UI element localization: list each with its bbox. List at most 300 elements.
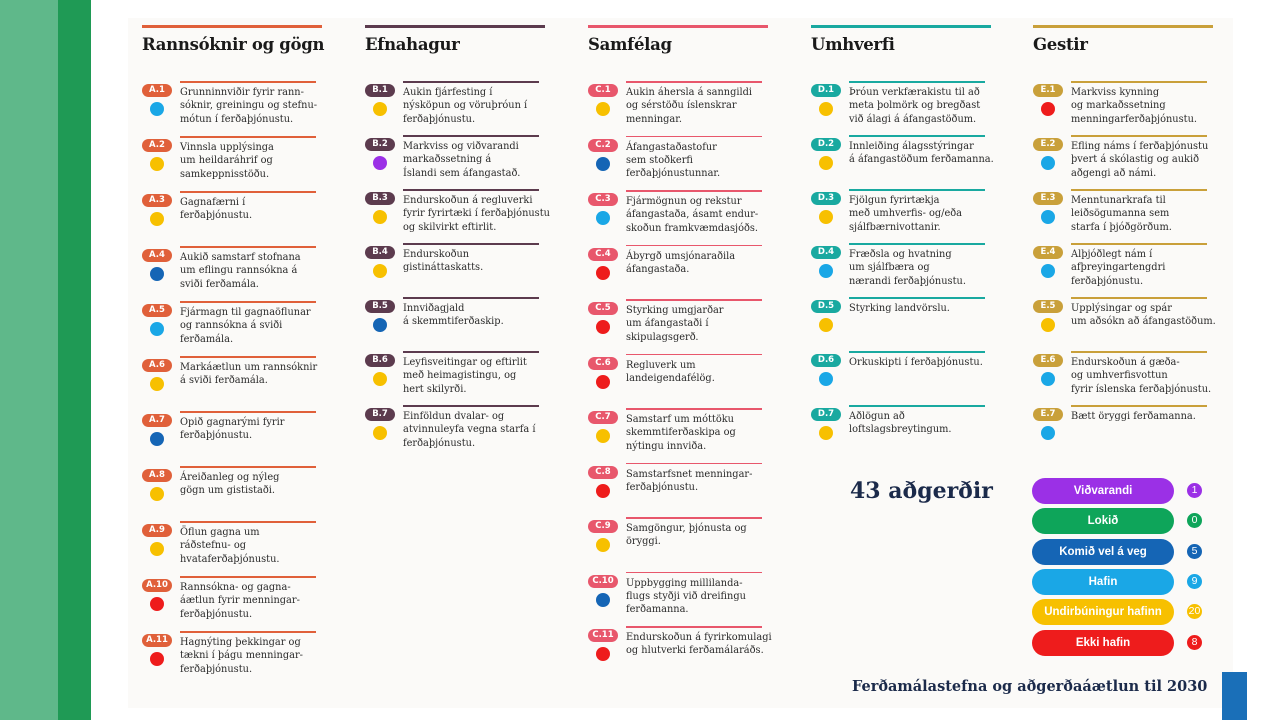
- action-code-badge: C.10: [588, 575, 618, 588]
- action-description: [849, 194, 989, 234]
- action-description: [1071, 410, 1211, 423]
- action-description: [180, 141, 320, 181]
- description-line: Samgöngur, þjónusta og: [626, 523, 747, 534]
- action-description: [180, 196, 320, 223]
- legend-pill: Hafin: [1032, 569, 1174, 595]
- action-description: [180, 361, 320, 388]
- description-line: öryggi.: [626, 536, 661, 548]
- description-line: menningar.: [626, 113, 682, 125]
- description-line: Ábyrgð umsjónaraðila: [626, 250, 736, 262]
- item-divider: [180, 136, 316, 138]
- status-dot: [373, 318, 387, 332]
- description-line: áætlun fyrir menningar-: [180, 595, 300, 607]
- action-description: [403, 86, 543, 126]
- description-line: Hagnýting þekkingar og: [180, 637, 301, 648]
- status-dot: [150, 377, 164, 391]
- item-divider: [849, 135, 985, 137]
- item-divider: [1071, 81, 1207, 83]
- action-code-badge: A.2: [142, 139, 172, 152]
- action-item: [1033, 405, 1213, 455]
- column-accent-bar: [365, 25, 545, 28]
- action-item: [588, 463, 768, 513]
- action-code-badge: C.6: [588, 357, 618, 370]
- description-line: Styrking umgjarðar: [626, 305, 724, 316]
- action-item: [142, 136, 322, 186]
- item-divider: [849, 81, 985, 83]
- item-divider: [626, 517, 762, 519]
- action-item: [365, 189, 550, 239]
- description-line: Áreiðanleg og nýleg: [180, 472, 280, 483]
- column-title: Rannsóknir og gögn: [142, 35, 325, 54]
- description-line: Samstarf um móttöku: [626, 414, 734, 425]
- action-description: [403, 356, 543, 396]
- action-code-badge: B.4: [365, 246, 395, 259]
- description-line: um heildaráhrif og: [180, 155, 273, 167]
- description-line: fyrir íslenska ferðaþjónustu.: [1071, 383, 1212, 395]
- action-item: [365, 405, 545, 455]
- status-dot: [150, 212, 164, 226]
- action-item: [1033, 243, 1213, 293]
- action-code-badge: C.1: [588, 84, 618, 97]
- description-line: á áfangastöðum ferðamanna.: [849, 154, 994, 166]
- legend-count: 20: [1188, 605, 1201, 618]
- action-item: [811, 405, 991, 455]
- description-line: Markáætlun um rannsóknir: [180, 362, 318, 373]
- footer-title: Ferðamálastefna og aðgerðaáætlun til 2030: [852, 678, 1208, 695]
- description-line: landeigendafélög.: [626, 372, 715, 384]
- item-divider: [180, 356, 316, 358]
- item-divider: [1071, 243, 1207, 245]
- action-item: [142, 356, 322, 406]
- action-description: [626, 195, 766, 235]
- description-line: Bætt öryggi ferðamanna.: [1071, 411, 1196, 422]
- action-code-badge: A.8: [142, 469, 172, 482]
- description-line: Fjölgun fyrirtækja: [849, 195, 940, 206]
- description-line: flugs styðji við dreifingu: [626, 590, 746, 602]
- action-code-badge: A.1: [142, 84, 172, 97]
- status-dot: [373, 264, 387, 278]
- action-code-badge: E.4: [1033, 246, 1063, 259]
- action-description: [180, 581, 320, 621]
- action-code-badge: E.3: [1033, 192, 1063, 205]
- action-item: [811, 243, 991, 293]
- status-dot: [596, 484, 610, 498]
- column-title: Gestir: [1033, 35, 1088, 54]
- description-line: og rannsókna á sviði: [180, 320, 283, 332]
- status-dot: [150, 542, 164, 556]
- description-line: Aukin áhersla á sanngildi: [626, 87, 753, 98]
- description-line: hert skilyrði.: [403, 383, 467, 395]
- description-line: Menntunarkrafa til: [1071, 195, 1166, 206]
- description-line: Markviss og viðvarandi: [403, 141, 519, 152]
- action-code-badge: C.9: [588, 520, 618, 533]
- legend-pill: Ekki hafin: [1032, 630, 1174, 656]
- legend-count: 9: [1187, 574, 1202, 589]
- action-item: [588, 136, 768, 186]
- description-line: við álagi á áfangastöðum.: [849, 113, 977, 125]
- description-line: Endurskoðun á regluverki: [403, 195, 533, 206]
- status-dot: [1041, 102, 1055, 116]
- column-accent-bar: [811, 25, 991, 28]
- status-dot: [1041, 264, 1055, 278]
- action-code-badge: B.2: [365, 138, 395, 151]
- status-dot: [150, 102, 164, 116]
- description-line: ferðaþjónustu.: [626, 481, 699, 493]
- action-code-badge: B.1: [365, 84, 395, 97]
- status-dot: [596, 375, 610, 389]
- status-dot: [1041, 372, 1055, 386]
- item-divider: [180, 191, 316, 193]
- column-title: Umhverfi: [811, 35, 895, 54]
- action-item: [142, 576, 322, 626]
- status-dot: [819, 318, 833, 332]
- description-line: Grunninnviðir fyrir rann-: [180, 87, 304, 98]
- item-divider: [626, 81, 762, 83]
- action-item: [142, 301, 322, 351]
- column-accent-bar: [588, 25, 768, 28]
- action-code-badge: E.2: [1033, 138, 1063, 151]
- status-dot: [150, 652, 164, 666]
- status-dot: [150, 487, 164, 501]
- description-line: mótun í ferðaþjónustu.: [180, 113, 294, 125]
- description-line: ferðaþjónustu.: [1071, 275, 1144, 287]
- legend-count: 5: [1187, 544, 1202, 559]
- left-green-stripe: [0, 0, 58, 720]
- status-dot: [150, 157, 164, 171]
- item-divider: [403, 243, 539, 245]
- description-line: menningarferðaþjónustu.: [1071, 113, 1198, 125]
- action-code-badge: A.9: [142, 524, 172, 537]
- description-line: Rannsókna- og gagna-: [180, 582, 291, 593]
- action-description: [180, 526, 320, 566]
- description-line: Innleiðing álagsstýringar: [849, 141, 974, 152]
- description-line: og umhverfisvottun: [1071, 370, 1168, 382]
- status-dot: [819, 156, 833, 170]
- item-divider: [626, 354, 762, 356]
- description-line: á skemmtiferðaskip.: [403, 316, 504, 328]
- status-dot: [373, 102, 387, 116]
- item-divider: [849, 351, 985, 353]
- item-divider: [849, 405, 985, 407]
- description-line: Opið gagnarými fyrir: [180, 417, 285, 428]
- description-line: Leyfisveitingar og eftirlit: [403, 357, 527, 368]
- description-line: Áfangastaðastofur: [626, 141, 717, 153]
- description-line: afþreyingartengdri: [1071, 262, 1166, 274]
- description-line: ferðamanna.: [626, 604, 689, 616]
- description-line: starfa í þjóðgörðum.: [1071, 221, 1172, 233]
- description-line: sóknir, greiningu og stefnu-: [180, 100, 318, 112]
- action-code-badge: A.10: [142, 579, 172, 592]
- description-line: ferðaþjónustu.: [403, 113, 476, 125]
- description-line: Orkuskipti í ferðaþjónustu.: [849, 357, 983, 368]
- action-item: [588, 572, 768, 622]
- action-description: [1071, 302, 1216, 329]
- action-description: [626, 86, 766, 126]
- action-code-badge: E.1: [1033, 84, 1063, 97]
- action-description: [403, 140, 543, 180]
- description-line: samkeppnisstöðu.: [180, 168, 270, 180]
- item-divider: [626, 572, 762, 574]
- item-divider: [403, 189, 539, 191]
- legend-count: 0: [1187, 513, 1202, 528]
- item-divider: [180, 81, 316, 83]
- item-divider: [626, 190, 762, 192]
- action-item: [365, 135, 545, 185]
- description-line: með umhverfis- og/eða: [849, 208, 963, 220]
- description-line: skemmtiferðaskipa og: [626, 427, 736, 439]
- description-line: nýtingu innviða.: [626, 440, 707, 452]
- item-divider: [180, 521, 316, 523]
- action-description: [849, 140, 994, 167]
- status-dot: [596, 211, 610, 225]
- description-line: áfangastaða.: [626, 263, 690, 275]
- description-line: Regluverk um: [626, 359, 696, 371]
- item-divider: [1071, 189, 1207, 191]
- total-actions: 43 aðgerðir: [850, 478, 993, 504]
- action-description: [626, 522, 766, 549]
- description-line: Efling náms í ferðaþjónustu: [1071, 141, 1209, 152]
- action-code-badge: D.4: [811, 246, 841, 259]
- description-line: skipulagsgerð.: [626, 331, 699, 343]
- action-description: [180, 251, 320, 291]
- status-dot: [819, 210, 833, 224]
- description-line: Aukið samstarf stofnana: [180, 252, 301, 263]
- action-description: [1071, 86, 1211, 126]
- action-description: [180, 306, 320, 346]
- item-divider: [1071, 135, 1207, 137]
- action-description: [1071, 248, 1211, 288]
- action-description: [626, 141, 766, 181]
- status-dot: [596, 102, 610, 116]
- action-item: [811, 189, 991, 239]
- legend-pill: Lokið: [1032, 508, 1174, 534]
- action-item: [811, 81, 991, 131]
- description-line: Endurskoðun á gæða-: [1071, 357, 1180, 368]
- item-divider: [180, 411, 316, 413]
- description-line: Íslandi sem áfangastað.: [403, 167, 521, 179]
- action-description: [626, 413, 766, 453]
- action-description: [1071, 140, 1211, 180]
- status-dot: [596, 593, 610, 607]
- description-line: Samstarfsnet menningar-: [626, 468, 753, 480]
- action-code-badge: A.4: [142, 249, 172, 262]
- item-divider: [626, 626, 762, 628]
- action-description: [180, 416, 320, 443]
- action-item: [365, 243, 545, 293]
- action-description: [180, 86, 320, 126]
- action-item: [588, 354, 768, 404]
- description-line: ferðaþjónustu.: [180, 608, 253, 620]
- action-code-badge: D.6: [811, 354, 841, 367]
- action-description: [849, 248, 989, 288]
- item-divider: [626, 299, 762, 301]
- item-divider: [626, 245, 762, 247]
- action-item: [142, 521, 322, 571]
- description-line: hvataferðaþjónustu.: [180, 553, 280, 565]
- status-dot: [1041, 426, 1055, 440]
- description-line: Gagnafærni í: [180, 197, 246, 208]
- item-divider: [403, 297, 539, 299]
- description-line: Markviss kynning: [1071, 87, 1160, 98]
- description-line: loftslagsbreytingum.: [849, 424, 952, 436]
- description-line: sviði ferðamála.: [180, 278, 259, 290]
- action-description: [626, 304, 766, 344]
- description-line: aðgengi að námi.: [1071, 167, 1157, 179]
- status-dot: [596, 429, 610, 443]
- action-item: [1033, 297, 1216, 347]
- status-dot: [819, 102, 833, 116]
- action-code-badge: D.2: [811, 138, 841, 151]
- action-description: [849, 410, 989, 437]
- action-code-badge: D.5: [811, 300, 841, 313]
- status-dot: [819, 372, 833, 386]
- description-line: atvinnuleyfa vegna starfa í: [403, 424, 536, 436]
- action-code-badge: D.7: [811, 408, 841, 421]
- description-line: Alþjóðlegt nám í: [1071, 249, 1153, 260]
- status-dot: [819, 426, 833, 440]
- action-description: [626, 250, 766, 277]
- item-divider: [403, 135, 539, 137]
- action-item: [588, 299, 768, 349]
- description-line: gistináttaskatts.: [403, 262, 484, 274]
- description-line: þvert á skólastig og aukið: [1071, 154, 1200, 166]
- action-description: [626, 468, 766, 495]
- item-divider: [403, 405, 539, 407]
- description-line: Fjármögnun og rekstur: [626, 196, 742, 207]
- description-line: um áfangastaði í: [626, 318, 709, 330]
- description-line: Uppbygging millilanda-: [626, 577, 743, 589]
- description-line: Öflun gagna um: [180, 527, 260, 538]
- action-code-badge: D.3: [811, 192, 841, 205]
- action-item: [1033, 189, 1213, 239]
- action-item: [588, 408, 768, 458]
- item-divider: [180, 576, 316, 578]
- status-dot: [1041, 318, 1055, 332]
- action-description: [626, 631, 772, 658]
- action-item: [588, 626, 772, 676]
- description-line: Aðlögun að: [849, 411, 905, 422]
- status-dot: [1041, 156, 1055, 170]
- description-line: leiðsögumanna sem: [1071, 208, 1170, 220]
- status-dot: [373, 210, 387, 224]
- description-line: nærandi ferðaþjónustu.: [849, 275, 966, 287]
- action-item: [1033, 135, 1213, 185]
- action-description: [403, 410, 543, 450]
- left-dark-green-stripe: [58, 0, 91, 720]
- action-code-badge: E.6: [1033, 354, 1063, 367]
- action-item: [142, 466, 322, 516]
- action-item: [142, 191, 322, 241]
- action-description: [403, 248, 543, 275]
- item-divider: [403, 351, 539, 353]
- action-code-badge: B.7: [365, 408, 395, 421]
- action-code-badge: C.7: [588, 411, 618, 424]
- action-description: [1071, 356, 1211, 396]
- column-title: Efnahagur: [365, 35, 460, 54]
- action-code-badge: B.3: [365, 192, 395, 205]
- status-dot: [373, 426, 387, 440]
- description-line: Vinnsla upplýsinga: [180, 142, 274, 153]
- status-dot: [1041, 210, 1055, 224]
- action-description: [180, 636, 320, 676]
- description-line: og sérstöðu íslenskrar: [626, 100, 737, 112]
- description-line: tækni í þágu menningar-: [180, 650, 303, 662]
- action-item: [142, 631, 322, 681]
- action-item: [588, 245, 768, 295]
- item-divider: [403, 81, 539, 83]
- status-dot: [373, 156, 387, 170]
- action-code-badge: C.5: [588, 302, 618, 315]
- action-item: [365, 297, 545, 347]
- action-code-badge: A.5: [142, 304, 172, 317]
- description-line: Endurskoðun á fyrirkomulagi: [626, 632, 772, 643]
- action-code-badge: B.5: [365, 300, 395, 313]
- description-line: Einföldun dvalar- og: [403, 411, 505, 422]
- description-line: gögn um gististaði.: [180, 485, 276, 497]
- action-code-badge: C.4: [588, 248, 618, 261]
- action-description: [849, 302, 989, 315]
- action-item: [588, 517, 768, 567]
- description-line: skoðun framkvæmdasjóðs.: [626, 222, 759, 234]
- item-divider: [1071, 351, 1207, 353]
- item-divider: [849, 297, 985, 299]
- item-divider: [626, 136, 762, 138]
- description-line: fyrir fyrirtæki í ferðaþjónustu: [403, 208, 550, 220]
- status-dot: [150, 432, 164, 446]
- description-line: um aðsókn að áfangastöðum.: [1071, 316, 1216, 328]
- item-divider: [849, 189, 985, 191]
- description-line: Upplýsingar og spár: [1071, 303, 1172, 314]
- action-code-badge: D.1: [811, 84, 841, 97]
- description-line: sem stoðkerfi: [626, 154, 693, 166]
- action-code-badge: A.6: [142, 359, 172, 372]
- corner-blue-bar: [1222, 672, 1247, 720]
- description-line: ferðaþjónustu.: [403, 437, 476, 449]
- legend-count: 1: [1187, 483, 1202, 498]
- status-dot: [596, 266, 610, 280]
- action-code-badge: E.5: [1033, 300, 1063, 313]
- action-description: [626, 359, 766, 386]
- item-divider: [180, 466, 316, 468]
- description-line: um eflingu rannsókna á: [180, 265, 298, 277]
- action-description: [626, 577, 766, 617]
- status-dot: [596, 538, 610, 552]
- description-line: meta þolmörk og bregðast: [849, 100, 981, 112]
- description-line: Innviðagjald: [403, 303, 465, 314]
- status-dot: [596, 647, 610, 661]
- legend-pill: Undirbúningur hafinn: [1032, 599, 1174, 625]
- status-dot: [596, 320, 610, 334]
- description-line: nýsköpun og vöruþróun í: [403, 100, 528, 112]
- action-code-badge: A.11: [142, 634, 172, 647]
- action-item: [811, 297, 991, 347]
- item-divider: [180, 301, 316, 303]
- action-code-badge: A.3: [142, 194, 172, 207]
- item-divider: [626, 463, 762, 465]
- description-line: Fjármagn til gagnaöflunar: [180, 307, 311, 318]
- action-code-badge: C.3: [588, 193, 618, 206]
- description-line: Aukin fjárfesting í: [403, 87, 493, 98]
- description-line: Endurskoðun: [403, 249, 470, 260]
- action-code-badge: E.7: [1033, 408, 1063, 421]
- action-item: [142, 81, 322, 131]
- action-description: [403, 302, 543, 329]
- status-dot: [150, 267, 164, 281]
- description-line: með heimagistingu, og: [403, 370, 517, 382]
- action-item: [142, 246, 322, 296]
- description-line: ferðaþjónustu.: [180, 430, 253, 442]
- action-item: [142, 411, 322, 461]
